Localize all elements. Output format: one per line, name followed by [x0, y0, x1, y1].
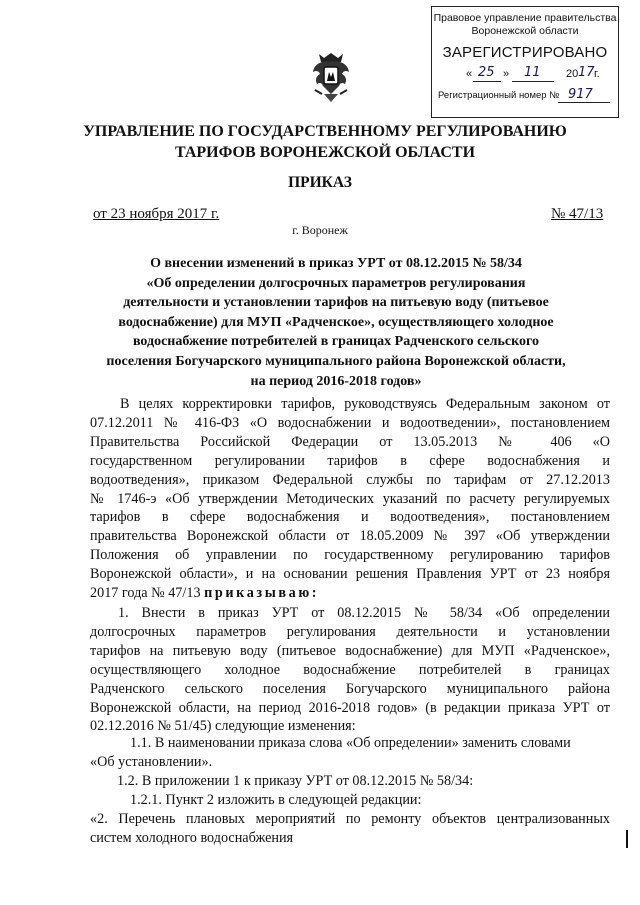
margin-mark [626, 830, 628, 848]
document-number: № 47/13 [551, 206, 604, 222]
item-1-line: 1. Внести в приказ УРТ от 08.12.2015 № 58/34 «Об определении [118, 605, 610, 621]
stamp-year-prefix: 20 [566, 68, 579, 80]
preamble-line: тарифов в сфере водоснабжения и водоотведения», постановлением [90, 509, 610, 526]
item-1-line: долгосрочных параметров регулирования деятельности и установлении [90, 623, 610, 640]
stamp-reg-value: 917 [568, 87, 593, 102]
preamble-line: правительства Воронежской области от 18.05.2009 № 397 «Об утверждении [90, 528, 610, 545]
preamble-line: государственном регулировании тарифов в сфере водоснабжения и [90, 452, 610, 469]
item-1-2-line: 1.2. В приложении 1 к приказу УРТ от 08.12.2015 № 58/34: [117, 773, 474, 789]
stamp-year-suffix: г. [594, 68, 600, 80]
item-1-1-line: «Об установлении». [90, 753, 213, 770]
preamble-line: Положения об управлении по государственному регулированию тарифов [90, 547, 610, 564]
item-2-paragraph [90, 810, 610, 848]
authority-name-line2: ТАРИФОВ ВОРОНЕЖСКОЙ ОБЛАСТИ [174, 144, 476, 161]
preamble-last-text: 2017 года № 47/13 [90, 585, 201, 602]
preamble-last-line [90, 584, 610, 603]
item-1-1-line: 1.1. В наименовании приказа слова «Об определении» заменить словами [130, 735, 571, 751]
preamble-paragraph [90, 395, 610, 603]
document-city: г. Воронеж [292, 223, 348, 237]
item-2-line: «2. Перечень плановых мероприятий по ремонту объектов централизованных [90, 811, 610, 827]
document-subject [90, 254, 582, 391]
item-1-last-line: 02.12.2016 № 51/45) следующие изменения: [90, 718, 356, 735]
item-1-line: Воронежской области, на период 2016-2018 годов» (в редакции приказа УРТ от [90, 699, 610, 716]
preamble-line: водоотведения», приказом Федеральной службы по тарифам от 27.12.2013 [90, 471, 610, 488]
stamp-reg-number [432, 87, 618, 105]
stamp-reg-label: Регистрационный номер № [438, 90, 560, 101]
stamp-org-line1: Правовое управление правительства [433, 12, 617, 24]
item-1-paragraph [90, 604, 610, 736]
subject-line: водоснабжение потребителей в границах Радченского сельского [132, 334, 540, 350]
item-1-line: тарифов на питьевую воду (питьевое водоснабжение) для МУП «Радченское», [90, 642, 610, 659]
item-1-2-paragraph [90, 772, 610, 810]
authority-name-line1: УПРАВЛЕНИЕ ПО ГОСУДАРСТВЕННОМУ РЕГУЛИРОВАНИЮ [83, 123, 567, 140]
registration-stamp [431, 6, 619, 118]
item-2-line: систем холодного водоснабжения [90, 829, 294, 846]
subject-line: деятельности и установлении тарифов на питьевую воду (питьевое [123, 295, 549, 311]
subject-line: поселения Богучарского муниципального района Воронежской области, [106, 353, 566, 369]
stamp-date: « 25 » 11 20 17 г. [466, 65, 600, 80]
item-1-1-paragraph [90, 734, 610, 772]
preamble-line: № 1746-э «Об утверждении Методических указаний по расчету регулируемых [90, 490, 610, 507]
preamble-line: Воронежской области», и на основании решения Правления УРТ от 23 ноября [90, 566, 610, 583]
stamp-month: 11 [524, 65, 541, 80]
stamp-org [432, 12, 618, 38]
subject-line: на период 2016-2018 годов» [250, 373, 422, 389]
coat-of-arms-icon [310, 50, 352, 106]
item-1-line: осуществляющего холодное водоснабжение потребителей в границах [90, 661, 610, 678]
stamp-registered: ЗАРЕГИСТРИРОВАНО [442, 44, 608, 61]
preamble-line: Правительства Российской Федерации от 13.05.2013 № 406 «О [90, 433, 610, 450]
preamble-line: 07.12.2011 № 416-ФЗ «О водоснабжении и водоотведении», постановлением [90, 414, 610, 431]
document-type: ПРИКАЗ [288, 174, 352, 191]
preamble-line: В целях корректировки тарифов, руководствуясь Федеральным законом от [120, 396, 610, 412]
subject-line: О внесении изменений в приказ УРТ от 08.12.2015 № 58/34 [150, 256, 522, 271]
document-date: от 23 ноября 2017 г. [93, 206, 220, 222]
stamp-year: 17 [578, 65, 595, 80]
stamp-day: 25 [478, 65, 495, 80]
prikazyvayu: приказываю: [204, 585, 320, 602]
item-1-line: Радченского сельского поселения Богучарского муниципального района [90, 680, 610, 697]
subject-line: водоснабжение) для МУП «Радченское», осуществляющего холодное [118, 314, 554, 330]
stamp-org-line2: Воронежской области [471, 25, 579, 37]
item-1-2-1-line: 1.2.1. Пункт 2 изложить в следующей редакции: [130, 791, 422, 808]
subject-line: «Об определении долгосрочных параметров регулирования [146, 275, 526, 291]
